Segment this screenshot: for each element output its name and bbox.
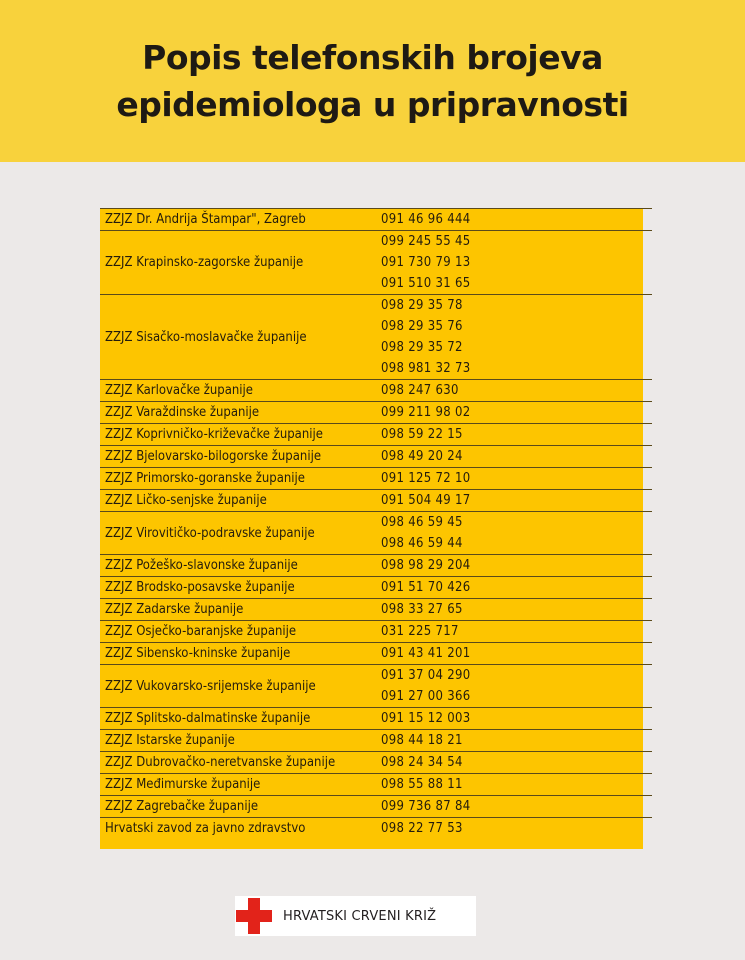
phone-cell: [372, 708, 652, 730]
phone-cell: [372, 599, 652, 621]
institution-cell: [100, 708, 372, 730]
table-row: [100, 708, 652, 730]
phone-number: 091 27 00 366: [381, 689, 471, 704]
institution-name: ZZJZ Varaždinske županije: [105, 405, 260, 420]
phone-number: 098 55 88 11: [381, 777, 463, 792]
phone-cell: [372, 380, 652, 402]
institution-name: ZZJZ Požeško-slavonske županije: [105, 558, 298, 573]
phone-number: 098 49 20 24: [381, 449, 463, 464]
phone-number: 091 37 04 290: [381, 668, 471, 683]
phone-number: 098 247 630: [381, 383, 459, 398]
phone-cell: [372, 643, 652, 665]
institution-name: ZZJZ Primorsko-goranske županije: [105, 471, 305, 486]
table-row: [100, 468, 652, 490]
phone-cell: [372, 818, 652, 840]
institution-cell: [100, 621, 372, 643]
org-name: HRVATSKI CRVENI KRIŽ: [283, 908, 437, 924]
phone-number: 091 51 70 426: [381, 580, 471, 595]
table-row: [100, 730, 652, 752]
institution-name: Hrvatski zavod za javno zdravstvo: [105, 821, 306, 836]
institution-cell: [100, 752, 372, 774]
phone-number: 098 59 22 15: [381, 427, 463, 442]
institution-cell: [100, 468, 372, 490]
table-row: [100, 752, 652, 774]
phone-number: 098 29 35 78: [381, 298, 463, 313]
phone-number: 091 510 31 65: [381, 276, 471, 291]
table-row: [100, 796, 652, 818]
institution-name: ZZJZ Koprivničko-križevačke županije: [105, 427, 323, 442]
phone-cell: [372, 577, 652, 599]
phone-cell: [372, 468, 652, 490]
red-cross-logo: [235, 896, 476, 936]
institution-cell: [100, 818, 372, 840]
phone-number: 091 730 79 13: [381, 255, 471, 270]
phone-cell: [372, 621, 652, 643]
phone-number: 091 504 49 17: [381, 493, 471, 508]
institution-cell: [100, 446, 372, 468]
institution-name: ZZJZ Međimurske županije: [105, 777, 261, 792]
institution-cell: [100, 643, 372, 665]
institution-name: ZZJZ Karlovačke županije: [105, 383, 254, 398]
page-title-line-2: epidemiologa u pripravnosti: [116, 85, 629, 124]
institution-cell: [100, 599, 372, 621]
table-row: [100, 577, 652, 599]
institution-cell: [100, 380, 372, 402]
table-row: [100, 512, 652, 555]
institution-name: ZZJZ Istarske županije: [105, 733, 235, 748]
institution-cell: [100, 402, 372, 424]
phone-number: 098 46 59 44: [381, 536, 463, 551]
phone-cell: [372, 512, 652, 555]
institution-name: ZZJZ Bjelovarsko-bilogorske županije: [105, 449, 322, 464]
phone-cell: [372, 774, 652, 796]
institution-name: ZZJZ Vukovarsko-srijemske županije: [105, 678, 316, 694]
institution-cell: [100, 796, 372, 818]
institution-name: ZZJZ Sisačko-moslavačke županije: [105, 329, 307, 345]
phone-number: 099 736 87 84: [381, 799, 471, 814]
institution-cell: [100, 774, 372, 796]
phone-cell: [372, 402, 652, 424]
phone-number: 031 225 717: [381, 624, 459, 639]
table-row: [100, 424, 652, 446]
table-row: [100, 621, 652, 643]
red-cross-icon: [235, 897, 273, 935]
phone-cell: [372, 730, 652, 752]
institution-name: ZZJZ Osječko-baranjske županije: [105, 624, 297, 639]
institution-cell: [100, 730, 372, 752]
table-row: [100, 643, 652, 665]
institution-name: ZZJZ Dr. Andrija Štampar", Zagreb: [105, 212, 306, 227]
institution-cell: [100, 555, 372, 577]
phone-number: 091 15 12 003: [381, 711, 471, 726]
phone-cell: [372, 796, 652, 818]
institution-cell: [100, 512, 372, 555]
table-row: [100, 599, 652, 621]
phone-number: 098 44 18 21: [381, 733, 463, 748]
phone-directory-table: [100, 208, 643, 849]
institution-name: ZZJZ Splitsko-dalmatinske županije: [105, 711, 311, 726]
phone-number: 098 29 35 72: [381, 340, 463, 355]
institution-name: ZZJZ Krapinsko-zagorske županije: [105, 255, 304, 270]
institution-cell: [100, 295, 372, 380]
institution-name: ZZJZ Dubrovačko-neretvanske županije: [105, 755, 336, 770]
phone-cell: [372, 490, 652, 512]
phone-number: 098 98 29 204: [381, 558, 471, 573]
phone-number: 091 43 41 201: [381, 646, 471, 661]
institution-name: ZZJZ Sibensko-kninske županije: [105, 646, 291, 661]
institution-cell: [100, 577, 372, 599]
table-row: [100, 402, 652, 424]
institution-name: ZZJZ Brodsko-posavske županije: [105, 580, 295, 595]
institution-name: ZZJZ Ličko-senjske županije: [105, 493, 267, 508]
table-row: [100, 555, 652, 577]
phone-number: 091 125 72 10: [381, 471, 471, 486]
page-header: [0, 0, 745, 162]
phone-number: 098 46 59 45: [381, 515, 463, 530]
institution-name: ZZJZ Zadarske županije: [105, 602, 244, 617]
phone-cell: [372, 555, 652, 577]
table-row: [100, 209, 652, 231]
phone-number: 098 981 32 73: [381, 361, 471, 376]
table-row: [100, 446, 652, 468]
phone-cell: [372, 424, 652, 446]
phone-cell: [372, 295, 652, 380]
institution-name: ZZJZ Zagrebačke županije: [105, 799, 259, 814]
table-row: [100, 818, 652, 840]
phone-cell: [372, 231, 652, 295]
phone-cell: [372, 446, 652, 468]
page-title-line-1: Popis telefonskih brojeva: [142, 38, 603, 77]
directory-table: [100, 208, 652, 839]
table-row: [100, 231, 652, 295]
institution-cell: [100, 490, 372, 512]
institution-cell: [100, 424, 372, 446]
phone-number: 098 29 35 76: [381, 319, 463, 334]
institution-name: ZZJZ Virovitičko-podravske županije: [105, 525, 315, 541]
table-row: [100, 380, 652, 402]
phone-number: 099 211 98 02: [381, 405, 471, 420]
phone-cell: [372, 752, 652, 774]
phone-number: 099 245 55 45: [381, 234, 471, 249]
table-row: [100, 295, 652, 380]
phone-number: 098 22 77 53: [381, 821, 463, 836]
table-row: [100, 774, 652, 796]
phone-number: 098 24 34 54: [381, 755, 463, 770]
institution-cell: [100, 665, 372, 708]
phone-cell: [372, 209, 652, 231]
phone-number: 091 46 96 444: [381, 212, 471, 227]
table-row: [100, 665, 652, 708]
institution-cell: [100, 231, 372, 295]
phone-number: 098 33 27 65: [381, 602, 463, 617]
phone-cell: [372, 665, 652, 708]
table-row: [100, 490, 652, 512]
institution-cell: [100, 209, 372, 231]
